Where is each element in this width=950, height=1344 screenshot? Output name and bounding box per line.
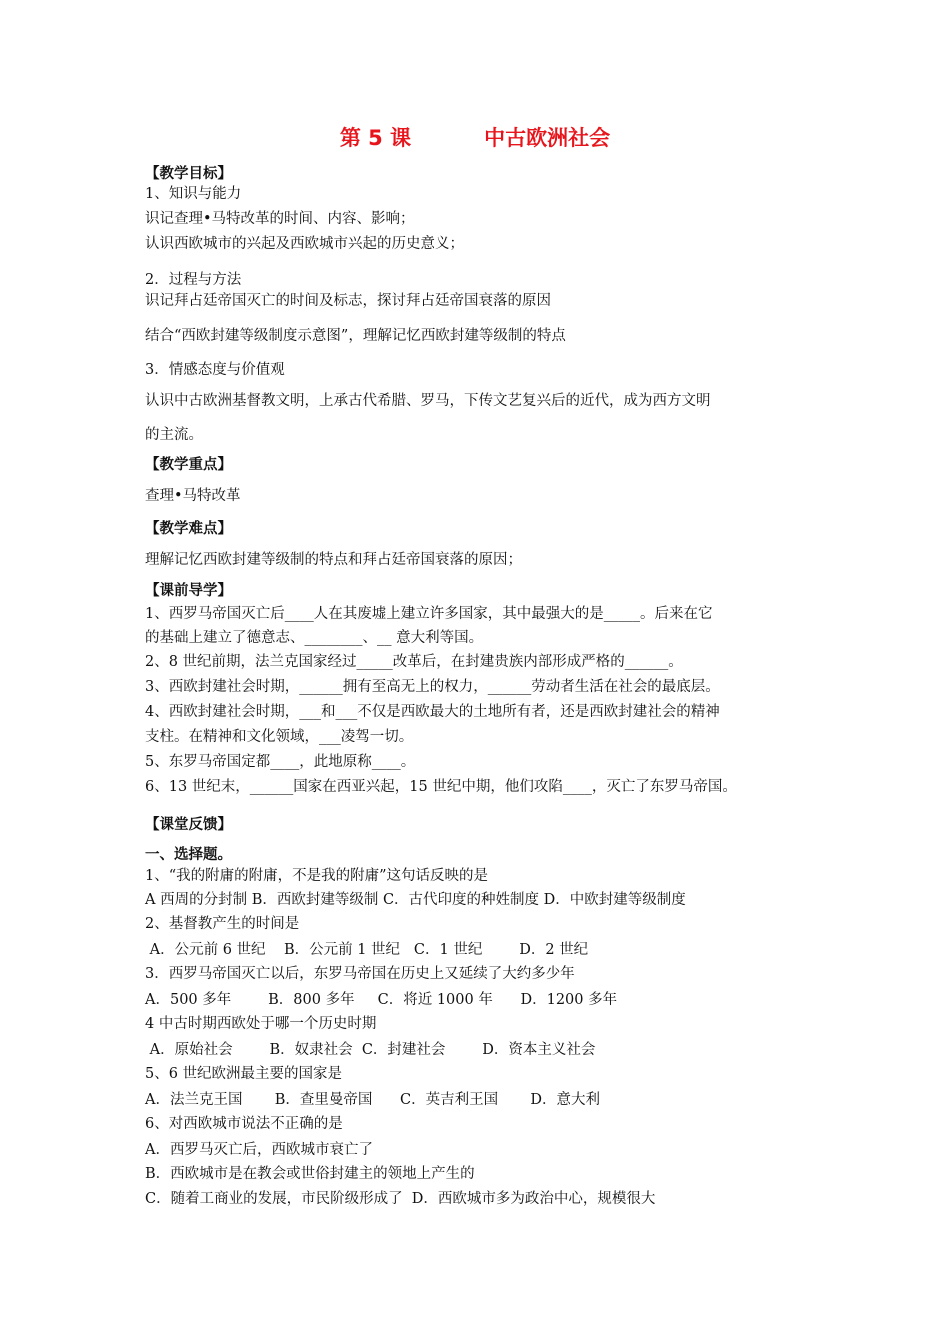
text-line: A．原始社会 B．奴隶社会 C．封建社会 D．资本主义社会 — [145, 1042, 596, 1058]
text-line: 4 中古时期西欧处于哪一个历史时期 — [145, 1016, 377, 1032]
section-heading: 【教学难点】 — [145, 521, 232, 537]
text-line: 2、基督教产生的时间是 — [145, 916, 300, 932]
section-heading: 【教学目标】 — [145, 166, 232, 182]
text-line: 3．情感态度与价值观 — [145, 362, 285, 378]
text-line: 理解记忆西欧封建等级制的特点和拜占廷帝国衰落的原因； — [145, 552, 522, 568]
text-line: 1、西罗马帝国灭亡后____人在其废墟上建立许多国家，其中最强大的是_____。后来在它 — [145, 606, 713, 622]
text-line: 4、西欧封建社会时期，___和___不仅是西欧最大的土地所有者，还是西欧封建社会的精神 — [145, 704, 720, 720]
text-line: A．西罗马灭亡后，西欧城市衰亡了 — [145, 1142, 373, 1158]
text-line: 3．西罗马帝国灭亡以后，东罗马帝国在历史上又延续了大约多少年 — [145, 966, 575, 982]
text-line: A．公元前 6 世纪 B．公元前 1 世纪 C．1 世纪 D．2 世纪 — [145, 942, 589, 958]
text-line: 查理•马特改革 — [145, 488, 241, 504]
text-line: 结合“西欧封建等级制度示意图”，理解记忆西欧封建等级制的特点 — [145, 328, 566, 344]
text-line: 5、东罗马帝国定都____，此地原称____。 — [145, 754, 416, 770]
text-line: A．法兰克王国 B．查里曼帝国 C．英吉利王国 D．意大利 — [145, 1092, 601, 1108]
text-line: 3、西欧封建社会时期，______拥有至高无上的权力，______劳动者生活在社会的最底层。 — [145, 679, 720, 695]
text-line: B．西欧城市是在教会或世俗封建主的领地上产生的 — [145, 1166, 475, 1182]
text-line: 的主流。 — [145, 427, 203, 443]
text-line: A．500 多年 B．800 多年 C．将近 1000 年 D．1200 多年 — [145, 992, 618, 1008]
text-line: 认识西欧城市的兴起及西欧城市兴起的历史意义； — [145, 236, 464, 252]
text-line: 1、“我的附庸的附庸，不是我的附庸”这句话反映的是 — [145, 868, 489, 884]
text-line: 2、8 世纪前期，法兰克国家经过_____改革后，在封建贵族内部形成严格的______。 — [145, 654, 683, 670]
text-line: A 西周的分封制 B．西欧封建等级制 C．古代印度的种姓制度 D．中欧封建等级制度 — [145, 892, 686, 908]
text-line: 5、6 世纪欧洲最主要的国家是 — [145, 1066, 343, 1082]
section-heading: 【课前导学】 — [145, 583, 232, 599]
text-line: 2．过程与方法 — [145, 272, 242, 288]
section-heading: 【课堂反馈】 — [145, 817, 232, 833]
text-line: 6、对西欧城市说法不正确的是 — [145, 1116, 343, 1132]
text-line: 认识中古欧洲基督教文明，上承古代希腊、罗马，下传文艺复兴后的近代，成为西方文明 — [145, 393, 711, 409]
page-title: 第 5 课 中古欧洲社会 — [339, 126, 611, 150]
text-line: 6、13 世纪末，______国家在西亚兴起，15 世纪中期，他们攻陷____，灭亡了东罗马帝国。 — [145, 779, 737, 795]
text-line: C．随着工商业的发展，市民阶级形成了 D．西欧城市多为政治中心，规模很大 — [145, 1191, 656, 1207]
section-heading: 一、选择题。 — [145, 847, 232, 863]
text-line: 1、知识与能力 — [145, 186, 242, 202]
text-line: 识记查理•马特改革的时间、内容、影响； — [145, 211, 415, 227]
section-heading: 【教学重点】 — [145, 457, 232, 473]
text-line: 识记拜占廷帝国灭亡的时间及标志，探讨拜占廷帝国衰落的原因 — [145, 293, 551, 309]
text-line: 支柱。在精神和文化领域，___凌驾一切。 — [145, 729, 414, 745]
text-line: 的基础上建立了德意志、________、__ 意大利等国。 — [145, 630, 484, 646]
